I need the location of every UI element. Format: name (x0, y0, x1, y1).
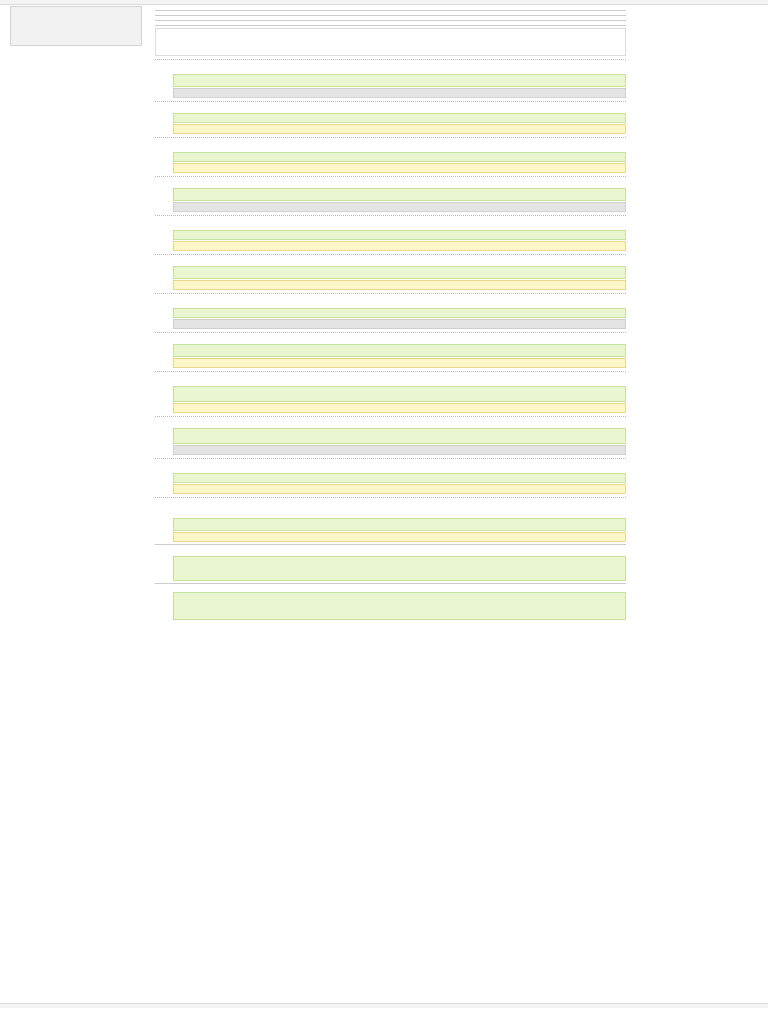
note-box (173, 445, 626, 455)
table-of-contents (10, 6, 142, 46)
code-example (173, 386, 626, 402)
function-entry (155, 215, 626, 251)
note-box (173, 280, 626, 290)
documentation-content (155, 4, 626, 999)
examples (155, 544, 626, 620)
function-description (155, 424, 626, 427)
note-box (173, 241, 626, 251)
code-example (173, 266, 626, 279)
code-line (176, 157, 623, 160)
code-example (173, 308, 626, 318)
bottom-navigation-links (14, 1004, 764, 1008)
note-box (173, 403, 626, 413)
function-entry (155, 416, 626, 455)
function-description (155, 340, 626, 343)
code-example (173, 188, 626, 201)
function-description (155, 382, 626, 385)
code-example (173, 473, 626, 483)
code-example (173, 518, 626, 531)
function-index-names (156, 29, 276, 55)
example-code (173, 556, 626, 581)
code-line (176, 118, 623, 121)
function-entry (155, 293, 626, 329)
example-heading (155, 583, 626, 584)
code-example (173, 344, 626, 357)
section-heading (155, 25, 626, 26)
note-box (173, 163, 626, 173)
note-box (173, 88, 626, 98)
function-entry (155, 59, 626, 98)
code-line (176, 397, 623, 400)
closing (155, 621, 626, 622)
code-example (173, 152, 626, 162)
code-line (176, 439, 623, 442)
code-line (176, 526, 623, 529)
note-box (173, 358, 626, 368)
function-entry (155, 332, 626, 368)
function-description (155, 148, 626, 151)
function-index-link[interactable] (156, 47, 276, 50)
function-description (155, 304, 626, 307)
section-heading (155, 20, 626, 21)
code-line (176, 235, 623, 238)
code-line (176, 313, 623, 316)
function-index-descriptions (276, 29, 516, 55)
function-description (155, 109, 626, 112)
code-line (176, 274, 623, 277)
function-entry (155, 458, 626, 494)
function-entry (155, 371, 626, 413)
function-entry (155, 176, 626, 212)
function-description (155, 469, 626, 472)
example-heading (155, 544, 626, 545)
code-line (176, 82, 623, 85)
overview-sections (155, 10, 626, 27)
code-example (173, 428, 626, 444)
example-text (155, 552, 626, 555)
function-entry (155, 137, 626, 173)
note-box (173, 124, 626, 134)
function-description (155, 262, 626, 265)
function-description (155, 184, 626, 187)
code-example (173, 113, 626, 123)
function-entry (155, 101, 626, 134)
section-heading (155, 15, 626, 16)
code-line (176, 352, 623, 355)
code-line (176, 196, 623, 199)
function-description (155, 514, 626, 517)
function-description (155, 226, 626, 229)
function-index (155, 28, 626, 56)
example-text (155, 588, 626, 591)
function-details (155, 59, 626, 542)
note-box (173, 319, 626, 329)
code-example (173, 74, 626, 87)
function-index-description (276, 47, 516, 50)
code-line (176, 478, 623, 481)
code-line (176, 615, 623, 618)
code-example (173, 230, 626, 240)
function-entry (155, 497, 626, 542)
toc-item[interactable] (14, 36, 138, 39)
intro (155, 5, 626, 8)
function-entry (155, 254, 626, 290)
bottom-navigation-bar (0, 1003, 768, 1008)
function-description (155, 70, 626, 73)
note-box (173, 484, 626, 494)
note-box (173, 532, 626, 542)
code-line (176, 576, 623, 579)
section-heading (155, 10, 626, 11)
example-code (173, 592, 626, 620)
note-box (173, 202, 626, 212)
